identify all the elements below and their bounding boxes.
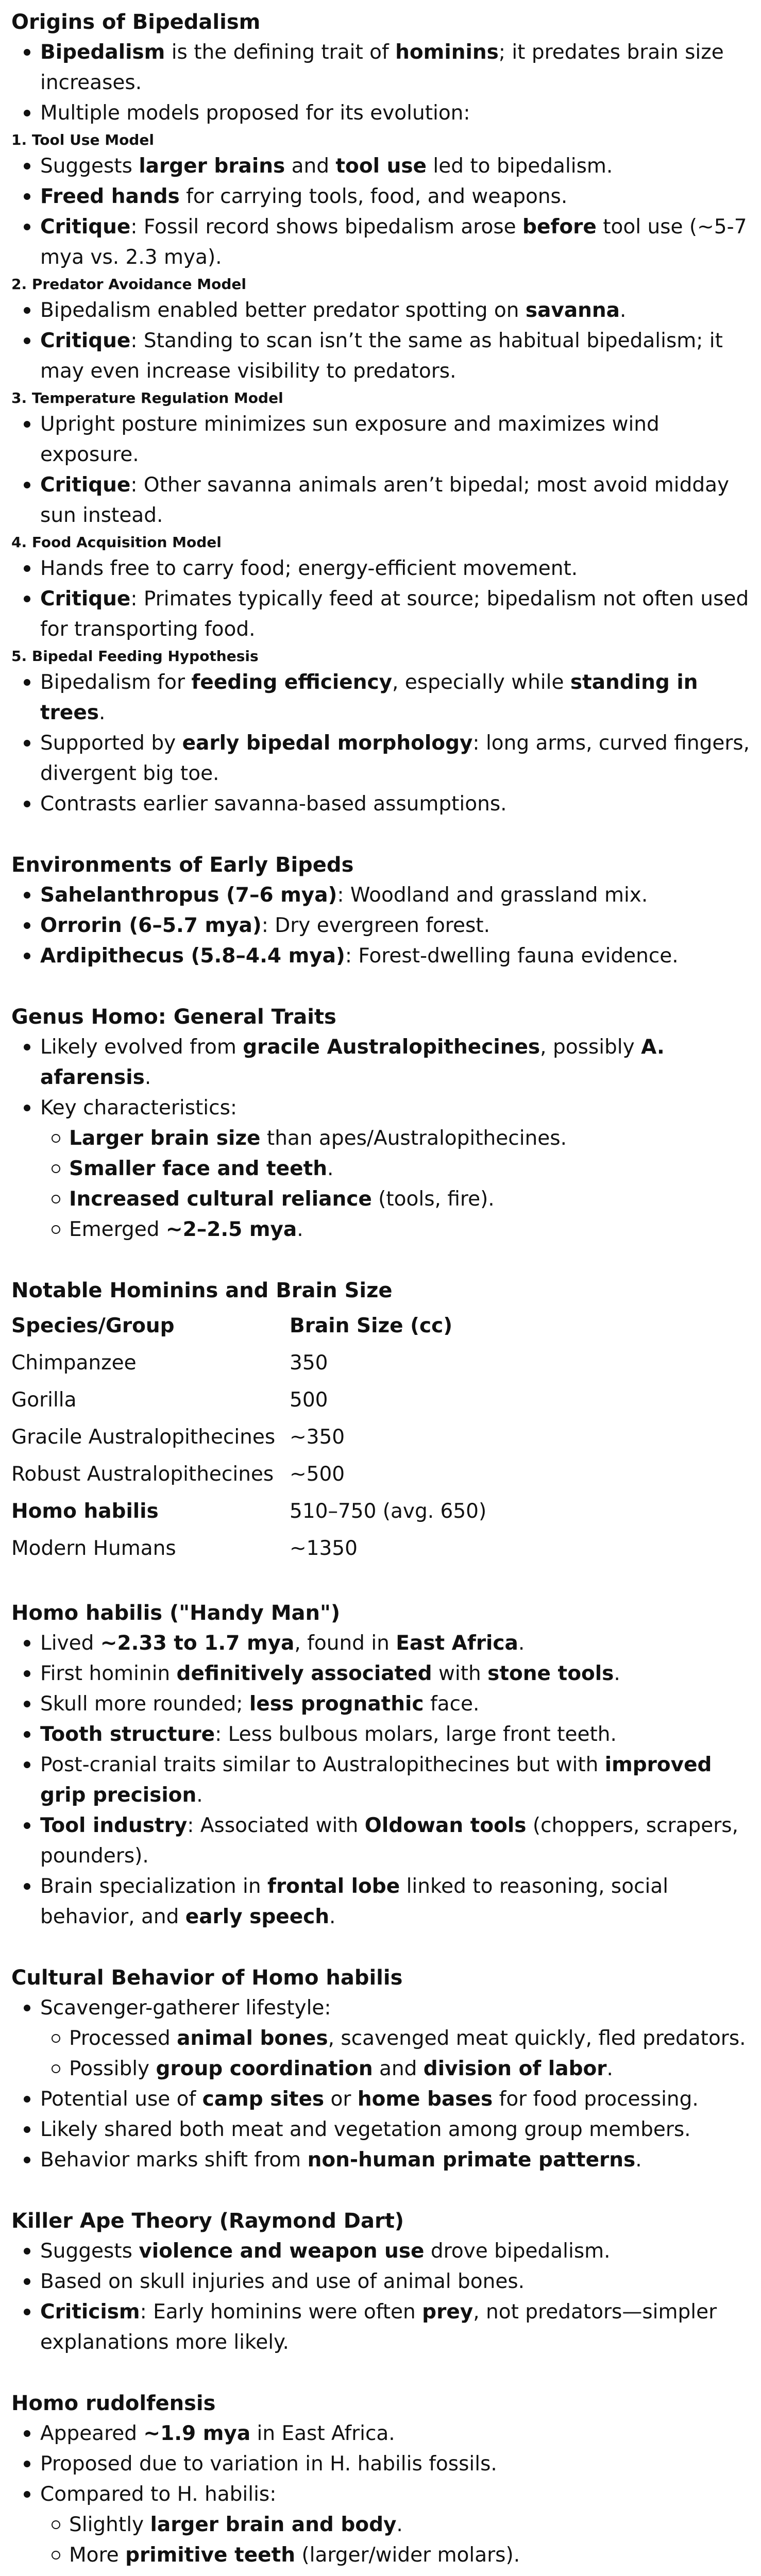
bold-term: group coordination [156, 2057, 373, 2080]
list-item [11, 181, 753, 212]
text: : Less bulbous molars, large front teeth. [215, 1723, 617, 1746]
text: Brain specialization in [40, 1875, 267, 1898]
bullet-list [11, 1628, 753, 1932]
bullet-list [11, 295, 753, 386]
bold-term: Critique [40, 329, 131, 352]
bold-term: home bases [357, 2088, 493, 2111]
text: Multiple models proposed for its evolution: [40, 101, 470, 125]
section-heading: Notable Hominins and Brain Size [11, 1279, 393, 1302]
text: ; it predates brain size increases. [40, 41, 724, 94]
model-heading: 4. Food Acquisition Model [11, 534, 222, 551]
bold-term: East Africa [396, 1632, 518, 1655]
text: face. [424, 1692, 480, 1716]
section-heading: Homo rudolfensis [11, 2392, 216, 2415]
text: Lived [40, 1632, 100, 1655]
bullet-list [11, 667, 753, 819]
text: led to bipedalism. [427, 155, 613, 178]
section-homo-habilis [11, 1598, 753, 1932]
model-heading: 3. Temperature Regulation Model [11, 389, 283, 406]
list-item [11, 1750, 753, 1810]
list-item [11, 1871, 753, 1932]
list-item [11, 789, 753, 819]
list-item [11, 1810, 753, 1871]
list-item [11, 470, 753, 531]
section-cultural-behavior [11, 1963, 753, 2175]
list-item [11, 2145, 753, 2175]
bullet-list [11, 2418, 753, 2570]
text: Compared to H. habilis: [40, 2483, 277, 2506]
bold-term: ~2.33 to 1.7 mya [100, 1632, 295, 1655]
column-header-brain-size: Brain Size (cc) [290, 1314, 453, 1337]
text: . [635, 2148, 642, 2172]
brain-size-cell: ~350 [290, 1426, 345, 1449]
text: Suggests [40, 155, 139, 178]
text: linked to reasoning, social behavior, and [40, 1875, 669, 1928]
list-item [11, 2418, 753, 2449]
sub-list-item [40, 1123, 753, 1154]
bold-term: A. afarensis [40, 1036, 665, 1089]
list-item [11, 98, 753, 128]
list-item [11, 2449, 753, 2479]
model-heading: 2. Predator Avoidance Model [11, 276, 246, 293]
list-item [11, 326, 753, 386]
text: Proposed due to variation in H. habilis fossils. [40, 2452, 497, 2476]
text: for carrying tools, food, and weapons. [179, 185, 568, 208]
sub-list-item [40, 2540, 753, 2570]
brain-size-cell: ~500 [290, 1463, 345, 1486]
text: . [144, 1066, 151, 1089]
text: , possibly [540, 1036, 641, 1059]
bold-term: Orrorin (6–5.7 mya) [40, 914, 262, 937]
bold-term: frontal lobe [267, 1875, 400, 1898]
table-row [11, 1419, 486, 1456]
list-item [11, 2236, 753, 2266]
bold-term: larger brains [139, 155, 285, 178]
model-heading: 1. Tool Use Model [11, 131, 154, 148]
bold-term: Criticism [40, 2300, 140, 2324]
bold-term: Critique [40, 473, 131, 497]
text: Skull more rounded; [40, 1692, 249, 1716]
table-row [11, 1493, 486, 1530]
bold-term: animal bones [177, 2027, 328, 2050]
brain-size-table [11, 1308, 486, 1567]
bullet-list [11, 1032, 753, 1245]
bullet-list [11, 151, 753, 273]
text: Bipedalism enabled better predator spotting on [40, 299, 526, 322]
section-homo-general [11, 1002, 753, 1245]
text: Slightly [69, 2513, 150, 2536]
list-item [11, 2479, 753, 2570]
list-item [11, 1993, 753, 2084]
bold-term: standing in trees [40, 671, 698, 724]
text: (choppers, scrapers, pounders). [40, 1814, 738, 1868]
list-item [11, 2266, 753, 2297]
table-row [11, 1530, 486, 1567]
section-heading: Origins of Bipedalism [11, 10, 261, 34]
text: (larger/wider molars). [295, 2544, 520, 2567]
list-item [11, 1093, 753, 1245]
text: is the defining trait of [165, 41, 396, 64]
bold-term: Oldowan tools [364, 1814, 527, 1837]
text: . [196, 1784, 203, 1807]
list-item [11, 1658, 753, 1689]
text: Hands free to carry food; energy-efficient movement. [40, 557, 578, 580]
bold-term: feeding efficiency [191, 671, 393, 694]
bold-term: early speech [185, 1905, 330, 1928]
bold-term: ~1.9 mya [143, 2422, 251, 2445]
sub-bullet-list [40, 1123, 753, 1245]
bullet-list [11, 2236, 753, 2358]
text: . [329, 1905, 336, 1928]
bold-term: Tooth structure [40, 1723, 215, 1746]
bold-term: larger brain and body [150, 2513, 397, 2536]
section-killer-ape [11, 2206, 753, 2358]
bold-term: stone tools [487, 1662, 614, 1685]
bold-term: primitive teeth [125, 2544, 296, 2567]
text: : Forest-dwelling fauna evidence. [345, 944, 679, 968]
list-item [11, 1719, 753, 1750]
text: than apes/Australopithecines. [260, 1127, 567, 1150]
text: Processed [69, 2027, 177, 2050]
text: Emerged [69, 1218, 166, 1241]
text: More [69, 2544, 126, 2567]
species-cell: Homo habilis [11, 1500, 159, 1523]
text: : Primates typically feed at source; bipedalism not often used for transporting food. [40, 587, 749, 641]
section-heading: Environments of Early Bipeds [11, 853, 354, 877]
sub-list-item [40, 2054, 753, 2084]
sub-list-item [40, 1214, 753, 1245]
bold-term: Larger brain size [69, 1127, 261, 1150]
species-cell: Robust Australopithecines [11, 1463, 274, 1486]
text: for food processing. [493, 2088, 699, 2111]
bold-term: division of labor [423, 2057, 607, 2080]
brain-size-cell: 510–750 (avg. 650) [290, 1500, 487, 1523]
bold-term: Sahelanthropus (7–6 mya) [40, 884, 337, 907]
bold-term: non-human primate patterns [307, 2148, 636, 2172]
bold-term: gracile Australopithecines [243, 1036, 540, 1059]
text: . [396, 2513, 403, 2536]
brain-size-cell: 350 [290, 1351, 328, 1375]
text: Contrasts earlier savanna-based assumptions. [40, 792, 507, 816]
species-cell: Gorilla [11, 1388, 77, 1412]
bold-term: Critique [40, 587, 131, 611]
list-item [11, 151, 753, 181]
sub-list-item [40, 2510, 753, 2540]
list-item [11, 667, 753, 728]
text: Post-cranial traits similar to Australopithecines but with [40, 1753, 605, 1776]
sub-list-item [40, 1154, 753, 1184]
bold-term: hominins [395, 41, 499, 64]
sub-list-item [40, 1184, 753, 1214]
model-heading: 5. Bipedal Feeding Hypothesis [11, 648, 259, 665]
bold-term: less prognathic [249, 1692, 424, 1716]
list-item [11, 409, 753, 470]
text: . [606, 2057, 613, 2080]
sub-list-item [40, 2023, 753, 2054]
bullet-list [11, 880, 753, 971]
text: with [432, 1662, 488, 1685]
text: Potential use of [40, 2088, 202, 2111]
list-item [11, 553, 753, 584]
text: Scavenger-gatherer lifestyle: [40, 1996, 331, 2020]
bold-term: savanna [525, 299, 620, 322]
list-item [11, 941, 753, 971]
text: , scavenged meat quickly, fled predators. [328, 2027, 746, 2050]
bold-term: Bipedalism [40, 41, 165, 64]
text: or [324, 2088, 358, 2111]
document [11, 7, 753, 2570]
sub-bullet-list [40, 2510, 753, 2570]
text: : Woodland and grassland mix. [337, 884, 648, 907]
text: drove bipedalism. [424, 2240, 611, 2263]
list-item [11, 2084, 753, 2114]
section-homo-rudolfensis [11, 2388, 753, 2570]
list-item [11, 584, 753, 645]
table-row [11, 1382, 486, 1419]
text: tool use (~5-7 mya vs. 2.3 mya). [40, 215, 747, 269]
bold-term: tool use [335, 155, 427, 178]
list-item [11, 880, 753, 910]
text: : Fossil record shows bipedalism arose [130, 215, 523, 239]
bold-term: ~2–2.5 mya [165, 1218, 297, 1241]
text: Based on skull injuries and use of animal bones. [40, 2270, 525, 2293]
text: : long arms, curved fingers, divergent big toe. [40, 732, 750, 785]
bold-term: Increased cultural reliance [69, 1188, 372, 1211]
text: : Early hominins were often [140, 2300, 422, 2324]
text: Likely evolved from [40, 1036, 243, 1059]
table-row [11, 1456, 486, 1493]
bold-term: improved grip precision [40, 1753, 712, 1807]
text: . [518, 1632, 525, 1655]
text: . [614, 1662, 620, 1685]
text: . [297, 1218, 303, 1241]
list-item [11, 2297, 753, 2358]
bold-term: Critique [40, 215, 131, 239]
text: Suggests [40, 2240, 139, 2263]
text: Supported by [40, 732, 182, 755]
bold-term: definitively associated [176, 1662, 432, 1685]
brain-size-cell: ~1350 [290, 1537, 358, 1560]
list-item [11, 2114, 753, 2145]
list-item [11, 212, 753, 273]
text: and [285, 155, 336, 178]
table-header-row [11, 1308, 486, 1345]
species-cell: Gracile Australopithecines [11, 1426, 276, 1449]
list-item [11, 1032, 753, 1093]
list-item [11, 1628, 753, 1658]
bold-term: Tool industry [40, 1814, 188, 1837]
bullet-list [11, 1993, 753, 2175]
list-item [11, 728, 753, 789]
text: : Dry evergreen forest. [261, 914, 490, 937]
bold-term: camp sites [202, 2088, 325, 2111]
list-item [11, 1689, 753, 1719]
text: Appeared [40, 2422, 144, 2445]
text: (tools, fire). [371, 1188, 495, 1211]
text: in East Africa. [250, 2422, 395, 2445]
sub-bullet-list [40, 2023, 753, 2084]
text: Likely shared both meat and vegetation among group members. [40, 2118, 691, 2141]
text: , especially while [392, 671, 570, 694]
text: Key characteristics: [40, 1096, 238, 1120]
text: Bipedalism for [40, 671, 192, 694]
text: Behavior marks shift from [40, 2148, 308, 2172]
table-row [11, 1345, 486, 1382]
section-heading: Genus Homo: General Traits [11, 1005, 336, 1029]
list-item [11, 910, 753, 941]
brain-size-cell: 500 [290, 1388, 328, 1412]
bold-term: Ardipithecus (5.8–4.4 mya) [40, 944, 345, 968]
text: , not predators—simpler explanations more likely. [40, 2300, 717, 2354]
bullet-list [11, 37, 753, 128]
bold-term: Smaller face and teeth [69, 1157, 328, 1180]
bullet-list [11, 553, 753, 645]
text: . [619, 299, 627, 322]
text: . [99, 701, 106, 724]
text: . [327, 1157, 334, 1180]
bold-term: early bipedal morphology [182, 732, 473, 755]
section-heading: Homo habilis ("Handy Man") [11, 1601, 341, 1625]
text: , found in [294, 1632, 396, 1655]
bold-term: Freed hands [40, 185, 180, 208]
bullet-list [11, 409, 753, 531]
section-brain-size [11, 1276, 753, 1567]
text: Possibly [69, 2057, 156, 2080]
bold-term: before [522, 215, 597, 239]
text: : Associated with [187, 1814, 365, 1837]
text: and [373, 2057, 424, 2080]
text: : Other savanna animals aren’t bipedal; most avoid midday sun instead. [40, 473, 730, 527]
bold-term: violence and weapon use [139, 2240, 425, 2263]
section-heading: Killer Ape Theory (Raymond Dart) [11, 2209, 404, 2233]
section-origins [11, 7, 753, 819]
text: Upright posture minimizes sun exposure and maximizes wind exposure. [40, 413, 659, 466]
bold-term: prey [422, 2300, 473, 2324]
section-environments [11, 850, 753, 971]
species-cell: Chimpanzee [11, 1351, 137, 1375]
list-item [11, 37, 753, 98]
species-cell: Modern Humans [11, 1537, 176, 1560]
section-heading: Cultural Behavior of Homo habilis [11, 1966, 403, 1990]
list-item [11, 295, 753, 326]
column-header-species: Species/Group [11, 1314, 175, 1337]
text: : Standing to scan isn’t the same as habitual bipedalism; it may even increase visibility to predators. [40, 329, 723, 383]
text: First hominin [40, 1662, 177, 1685]
